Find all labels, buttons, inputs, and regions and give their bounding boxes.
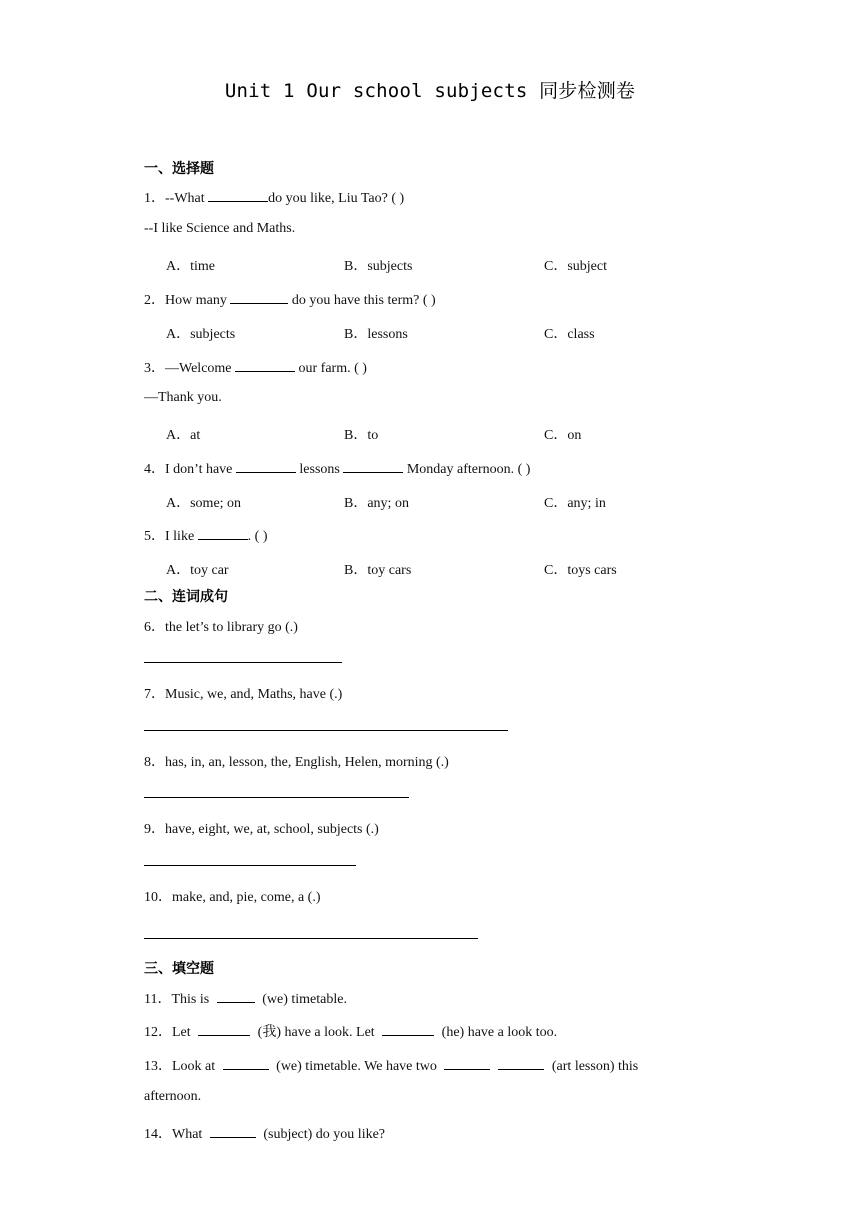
answer-blank[interactable] (444, 1057, 490, 1070)
answer-line[interactable] (144, 938, 478, 939)
section-heading-sentence-order: 二、连词成句 (144, 589, 228, 605)
question-7: 7．Music, we, and, Maths, have (.) (144, 687, 343, 702)
answer-blank[interactable] (208, 189, 268, 202)
option-b[interactable]: B．lessons (344, 327, 408, 342)
option-b[interactable]: B．subjects (344, 259, 413, 274)
answer-line[interactable] (144, 730, 508, 731)
section-heading-choice: 一、选择题 (144, 161, 214, 177)
question-2: 2．How many do you have this term? ( ) (144, 293, 436, 308)
option-a[interactable]: A．time (166, 259, 215, 274)
question-1-reply: --I like Science and Maths. (144, 221, 296, 236)
question-12: 12．Let (我) have a look. Let (he) have a look too. (144, 1025, 558, 1040)
option-a[interactable]: A．subjects (166, 327, 236, 342)
answer-blank[interactable] (223, 1057, 269, 1070)
question-13: 13．Look at (we) timetable. We have two (art lesson) this (144, 1059, 639, 1074)
answer-blank[interactable] (343, 460, 403, 473)
answer-blank[interactable] (498, 1057, 544, 1070)
question-14: 14．What (subject) do you like? (144, 1127, 386, 1142)
option-c[interactable]: C．any; in (544, 496, 606, 511)
answer-blank[interactable] (210, 1125, 256, 1138)
option-c[interactable]: C．on (544, 428, 582, 443)
option-a[interactable]: A．some; on (166, 496, 242, 511)
question-11: 11．This is (we) timetable. (144, 992, 347, 1007)
answer-line[interactable] (144, 865, 356, 866)
question-13-continued: afternoon. (144, 1089, 202, 1104)
question-6: 6．the let’s to library go (.) (144, 620, 298, 635)
option-b[interactable]: B．toy cars (344, 563, 412, 578)
answer-blank[interactable] (235, 359, 295, 372)
answer-blank[interactable] (198, 527, 248, 540)
answer-blank[interactable] (236, 460, 296, 473)
question-3-reply: —Thank you. (144, 390, 222, 405)
answer-blank[interactable] (198, 1023, 250, 1036)
option-a[interactable]: A．toy car (166, 563, 229, 578)
answer-blank[interactable] (230, 291, 288, 304)
option-b[interactable]: B．to (344, 428, 379, 443)
option-b[interactable]: B．any; on (344, 496, 409, 511)
option-c[interactable]: C．subject (544, 259, 607, 274)
question-10: 10．make, and, pie, come, a (.) (144, 890, 321, 905)
question-4: 4．I don’t have lessons Monday afternoon. ( ) (144, 462, 531, 477)
option-c[interactable]: C．toys cars (544, 563, 617, 578)
question-1: 1．--What do you like, Liu Tao? ( ) (144, 191, 405, 206)
answer-line[interactable] (144, 797, 409, 798)
question-5: 5．I like . ( ) (144, 529, 268, 544)
answer-line[interactable] (144, 662, 342, 663)
question-3: 3．—Welcome our farm. ( ) (144, 361, 367, 376)
option-c[interactable]: C．class (544, 327, 595, 342)
page-title: Unit 1 Our school subjects 同步检测卷 (224, 80, 636, 102)
option-a[interactable]: A．at (166, 428, 201, 443)
answer-blank[interactable] (382, 1023, 434, 1036)
answer-blank[interactable] (217, 990, 255, 1003)
question-8: 8．has, in, an, lesson, the, English, Helen, morning (.) (144, 755, 449, 770)
section-heading-fill-blank: 三、填空题 (144, 961, 214, 977)
question-9: 9．have, eight, we, at, school, subjects (.) (144, 822, 379, 837)
